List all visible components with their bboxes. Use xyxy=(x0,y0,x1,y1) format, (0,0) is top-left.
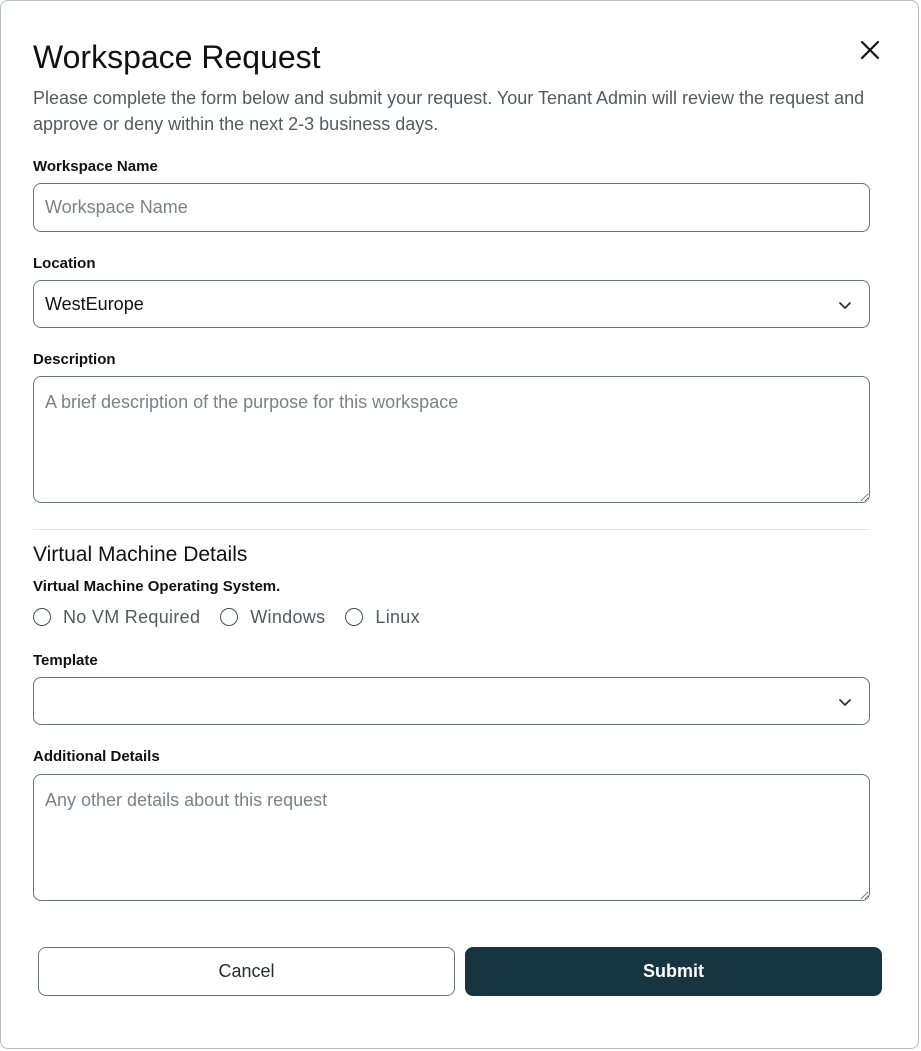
template-label: Template xyxy=(33,652,98,669)
location-selected-value: WestEurope xyxy=(45,293,144,314)
template-select[interactable] xyxy=(33,677,870,725)
intro-text: Please complete the form below and submit your request. Your Tenant Admin will review the request and approve or deny within the next 2-3 business days. xyxy=(33,88,865,134)
section-divider xyxy=(33,529,870,530)
radio-label-windows: Windows xyxy=(250,606,326,627)
location-label: Location xyxy=(33,255,96,272)
chevron-down-icon xyxy=(837,297,853,313)
radio-button-no-vm[interactable] xyxy=(33,608,51,626)
chevron-down-icon xyxy=(837,694,853,710)
radio-windows[interactable] xyxy=(220,607,325,628)
location-select[interactable] xyxy=(33,280,870,328)
submit-button[interactable]: Submit xyxy=(465,947,882,996)
vm-section-heading: Virtual Machine Details xyxy=(33,543,248,566)
radio-button-linux[interactable] xyxy=(345,608,363,626)
additional-details-textarea[interactable] xyxy=(33,774,870,901)
description-textarea[interactable] xyxy=(33,376,870,503)
workspace-name-label: Workspace Name xyxy=(33,158,158,175)
description-label: Description xyxy=(33,351,116,368)
vm-os-label: Virtual Machine Operating System. xyxy=(33,578,281,595)
radio-label-no-vm: No VM Required xyxy=(63,606,201,627)
additional-details-label: Additional Details xyxy=(33,748,160,765)
close-icon xyxy=(857,37,883,63)
radio-button-windows[interactable] xyxy=(220,608,238,626)
radio-label-linux: Linux xyxy=(375,606,420,627)
radio-linux[interactable] xyxy=(345,607,420,628)
close-button[interactable] xyxy=(857,37,883,63)
cancel-button[interactable]: Cancel xyxy=(38,947,455,996)
radio-no-vm[interactable] xyxy=(33,607,200,628)
vm-os-radio-group xyxy=(33,605,440,629)
dialog-title: Workspace Request xyxy=(33,39,321,75)
workspace-name-input[interactable] xyxy=(33,183,870,232)
